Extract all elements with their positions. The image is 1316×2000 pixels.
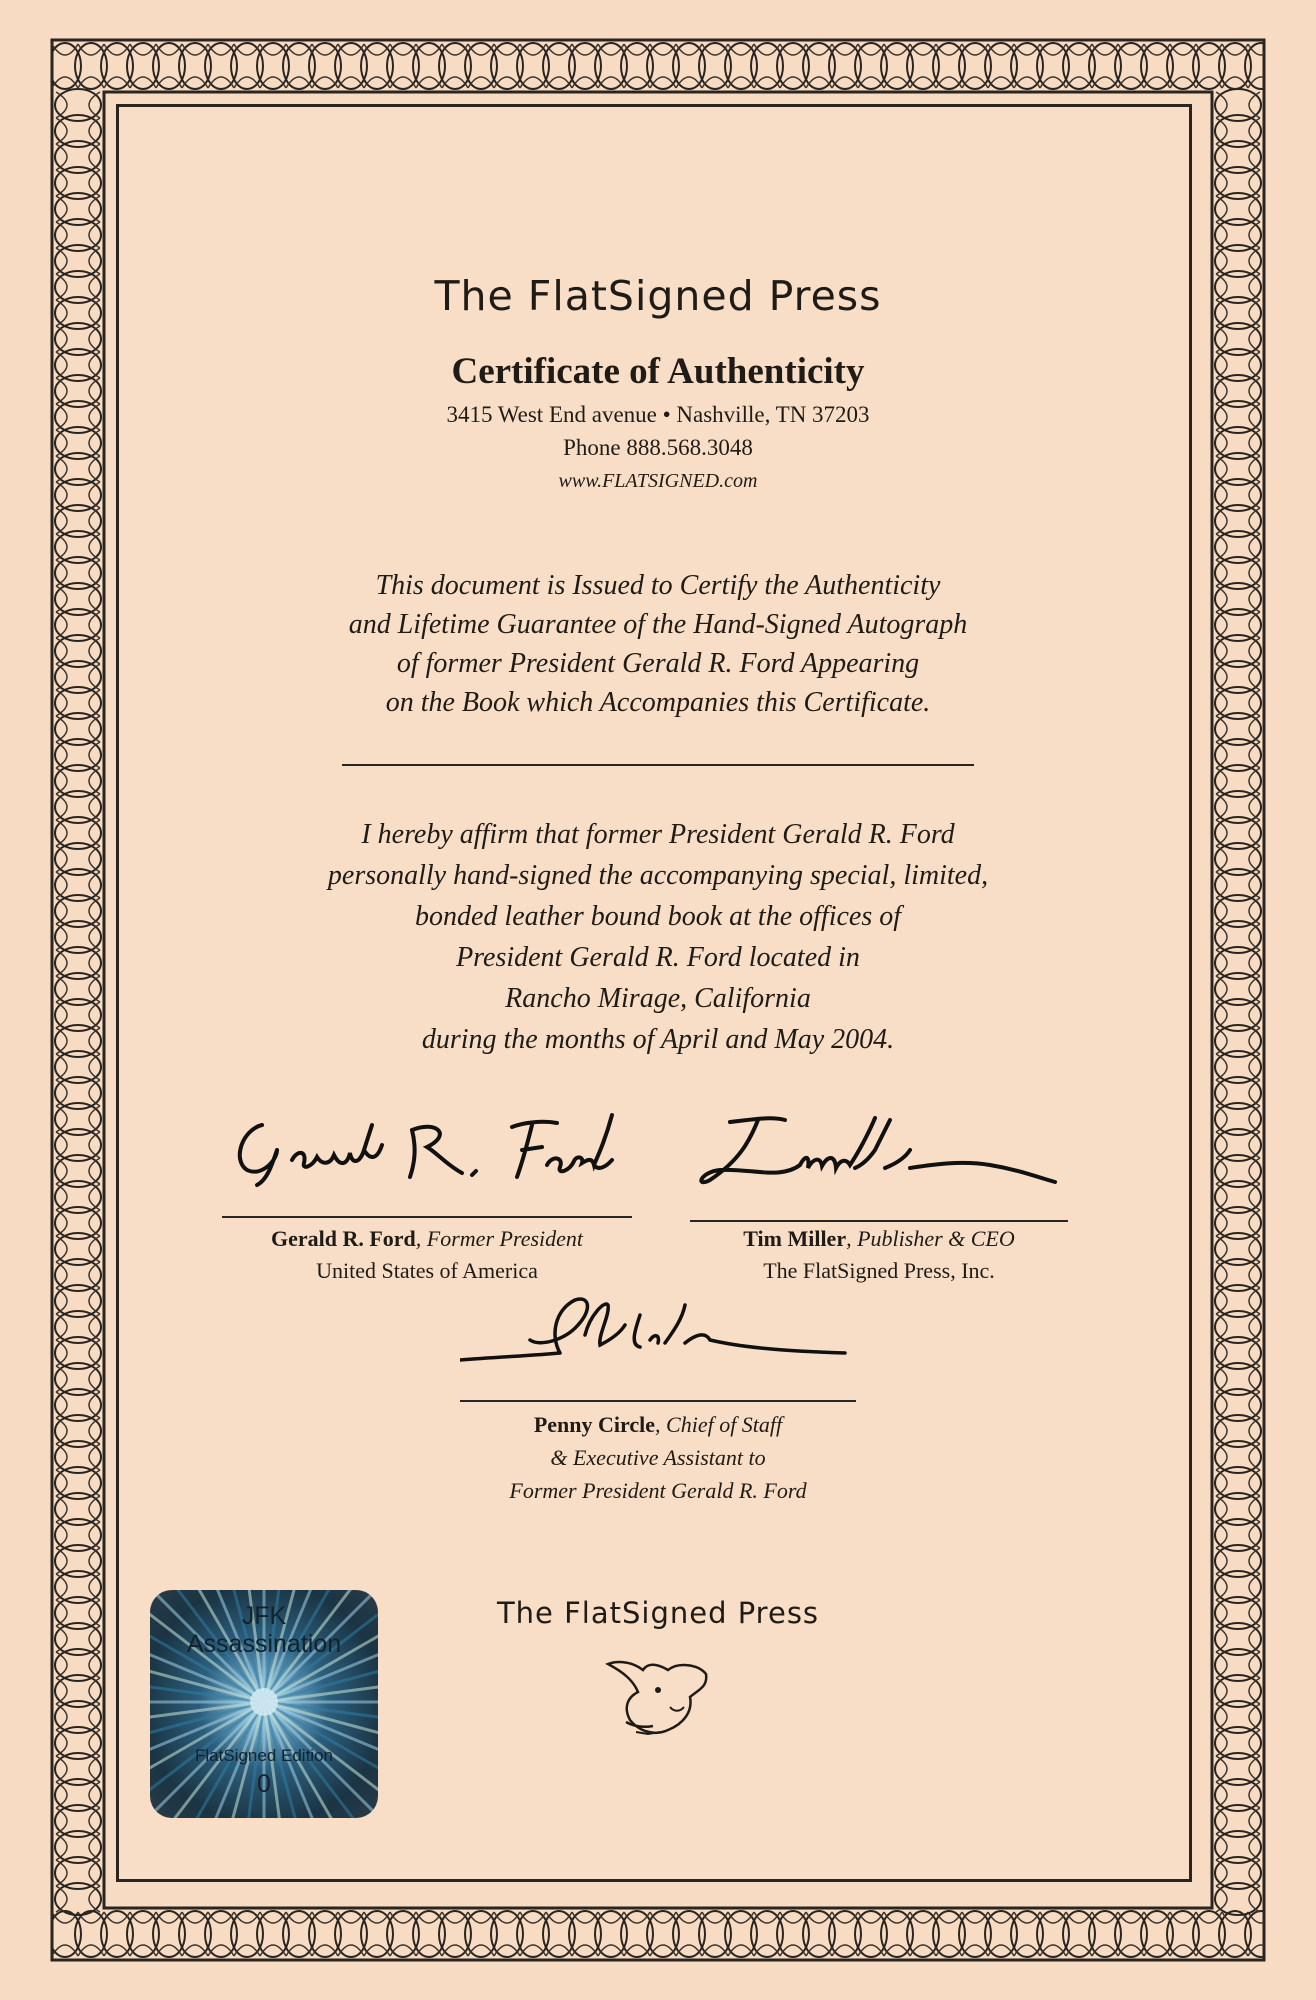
affirmation-line: Rancho Mirage, California [505, 983, 811, 1014]
statement-line: This document is Issued to Certify the Authenticity [375, 570, 941, 601]
penny-circle-signature [460, 1285, 860, 1375]
signature-line-miller [690, 1220, 1068, 1222]
signatory-miller [680, 1226, 1078, 1284]
tim-miller-signature [690, 1110, 1070, 1200]
signature-line-circle [460, 1400, 856, 1402]
signatory-name: Tim Miller [743, 1226, 847, 1251]
section-divider [342, 764, 974, 766]
signatory-affiliation: United States of America [316, 1258, 538, 1283]
press-name-heading: The FlatSigned Press [434, 272, 882, 320]
footer-press-name: The FlatSigned Press [496, 1596, 820, 1630]
address-line: 3415 West End avenue • Nashville, TN 37203 [446, 402, 870, 427]
signatory-name: Gerald R. Ford [270, 1226, 416, 1251]
website-line: www.FLATSIGNED.com [558, 470, 758, 492]
statement-line: of former President Gerald R. Ford Appearing [396, 648, 920, 679]
hologram-sticker [150, 1590, 378, 1818]
signatory-title: , Publisher & CEO [846, 1226, 1015, 1251]
affirmation-line: during the months of April and May 2004. [421, 1024, 895, 1055]
signatory-ford [200, 1226, 654, 1284]
hologram-line-1: JFK [241, 1602, 287, 1630]
affirmation-line: I hereby affirm that former President Gerald R. Ford [361, 819, 955, 850]
certificate-title: Certificate of Authenticity [451, 351, 865, 392]
signatory-affiliation-line-2: Former President Gerald R. Ford [509, 1478, 807, 1503]
hologram-number: 0 [257, 1770, 271, 1798]
statement-line: and Lifetime Guarantee of the Hand-Signed Autograph [348, 609, 968, 640]
signatory-affiliation: The FlatSigned Press, Inc. [763, 1258, 995, 1283]
hologram-line-2: Assassination [186, 1630, 342, 1658]
affirmation-line: bonded leather bound book at the offices of [414, 901, 902, 932]
gerald-ford-signature [222, 1105, 632, 1190]
signatory-circle [430, 1408, 886, 1507]
affirmation-line: personally hand-signed the accompanying special, limited, [327, 860, 989, 891]
phone-line: Phone 888.568.3048 [563, 435, 753, 460]
signatory-title: , Chief of Staff [655, 1412, 783, 1437]
statement-block [0, 566, 1316, 722]
affirmation-block [0, 814, 1316, 1060]
signatory-affiliation: & Executive Assistant to [550, 1445, 766, 1470]
signatory-name: Penny Circle [533, 1412, 656, 1437]
statement-line: on the Book which Accompanies this Certificate. [385, 687, 931, 718]
signatory-title: , Former President [415, 1226, 584, 1251]
press-emblem-icon [598, 1652, 716, 1742]
hologram-line-3: FlatSigned Edition [195, 1746, 333, 1765]
affirmation-line: President Gerald R. Ford located in [456, 942, 860, 973]
signature-line-ford [222, 1216, 632, 1218]
